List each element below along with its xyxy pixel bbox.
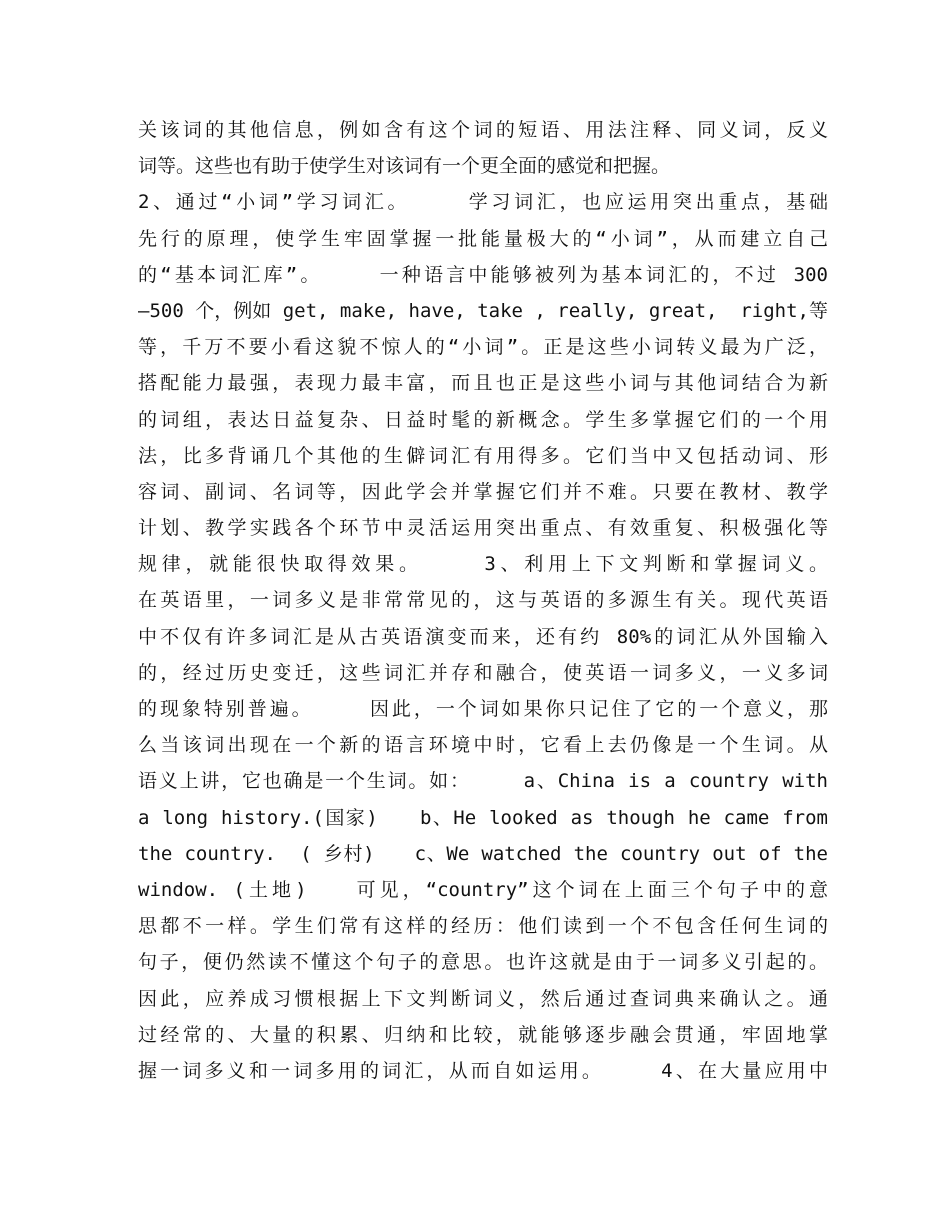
text-line: 词等。这些也有助于使学生对该词有一个更全面的感觉和把握。 xyxy=(138,155,671,178)
text-line: 的词组，表达日益复杂、日益时髦的新概念。学生多掌握它们的一个用 xyxy=(138,408,828,431)
text-line: 等，千万不要小看这貌不惊人的“小词”。正是这些小词转义最为广泛， xyxy=(138,336,828,359)
text-line: a long history.(国家) b、He looked as though he came from xyxy=(138,806,828,829)
text-line: 握一词多义和一词多用的词汇，从而自如运用。 4、在大量应用中 xyxy=(138,1059,828,1082)
text-line: the country. ( 乡村) c、We watched the country out of the xyxy=(138,842,828,865)
text-line: window. (土地) 可见，“country”这个词在上面三个句子中的意 xyxy=(138,878,828,901)
text-line: 计划、教学实践各个环节中灵活运用突出重点、有效重复、积极强化等 xyxy=(138,517,828,540)
text-line: 中不仅有许多词汇是从古英语演变而来，还有约 80%的词汇从外国输入 xyxy=(138,625,828,648)
text-line: 关该词的其他信息，例如含有这个词的短语、用法注释、同义词，反义 xyxy=(138,119,828,141)
text-line: 容词、副词、名词等，因此学会并掌握它们并不难。只要在教材、教学 xyxy=(138,480,828,503)
text-line: 在英语里，一词多义是非常常见的，这与英语的多源生有关。现代英语 xyxy=(138,589,828,612)
text-line: 的现象特别普遍。 因此，一个词如果你只记住了它的一个意义，那 xyxy=(138,698,828,720)
text-line: 么当该词出现在一个新的语言环境中时，它看上去仍像是一个生词。从 xyxy=(138,734,828,757)
text-line: 语义上讲，它也确是一个生词。如： a、China is a country with xyxy=(138,770,828,793)
text-line: 规律，就能很快取得效果。 3、利用上下文判断和掌握词义。 xyxy=(138,553,828,576)
text-line: 的，经过历史变迁，这些词汇并存和融合，使英语一词多义，一义多词 xyxy=(138,661,828,684)
body-text xyxy=(138,112,828,1089)
text-line: 思都不一样。学生们常有这样的经历：他们读到一个不包含任何生词的 xyxy=(138,915,828,938)
text-line: 句子，便仍然读不懂这个句子的意思。也许这就是由于一词多义引起的。 xyxy=(138,951,828,974)
text-line: —500 个，例如 get, make, have, take , really, great, right,等 xyxy=(138,299,828,322)
text-line: 先行的原理，使学生牢固掌握一批能量极大的“小词”，从而建立自己 xyxy=(138,227,828,250)
text-line: 过经常的、大量的积累、归纳和比较，就能够逐步融会贯通，牢固地掌 xyxy=(138,1023,828,1046)
text-line: 搭配能力最强，表现力最丰富，而且也正是这些小词与其他词结合为新 xyxy=(138,372,828,395)
text-line: 2、通过“小词”学习词汇。 学习词汇，也应运用突出重点，基础 xyxy=(138,191,828,214)
text-line: 法，比多背诵几个其他的生僻词汇有用得多。它们当中又包括动词、形 xyxy=(138,444,828,467)
text-line: 因此，应养成习惯根据上下文判断词义，然后通过查词典来确认之。通 xyxy=(138,987,828,1010)
text-line: 的“基本词汇库”。 一种语言中能够被列为基本词汇的，不过 300 xyxy=(138,263,828,286)
